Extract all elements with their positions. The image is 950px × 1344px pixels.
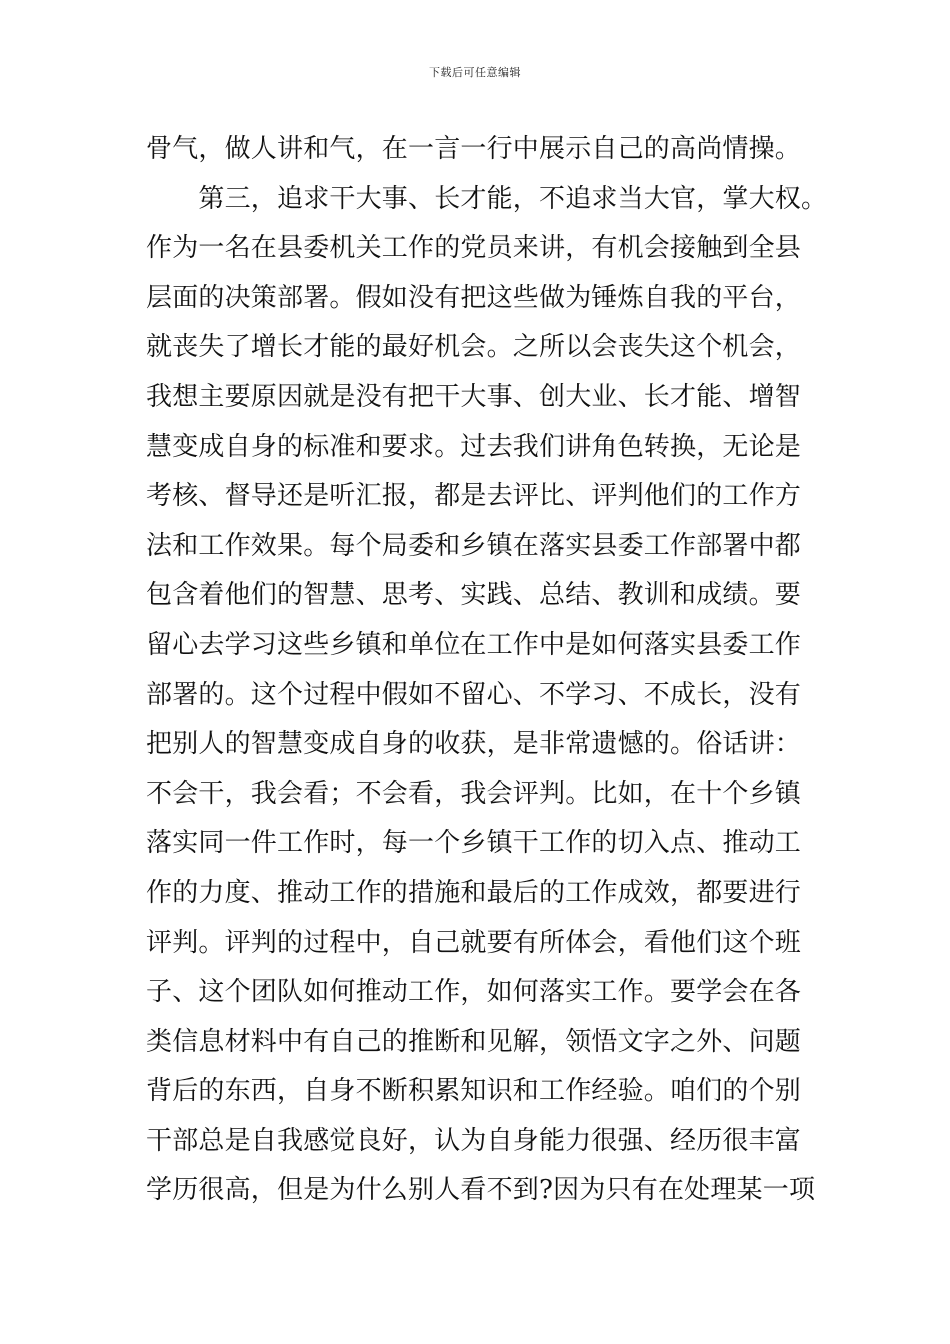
text-line: 子、这个团队如何推动工作，如何落实工作。要学会在各 [146, 977, 802, 1008]
text-line: 慧变成自身的标准和要求。过去我们讲角色转换，无论是 [146, 431, 802, 462]
text-line: 骨气，做人讲和气，在一言一行中展示自己的高尚情操。 [146, 134, 802, 164]
text-line: 学历很高，但是为什么别人看不到?因为只有在处理某一项 [146, 1175, 816, 1206]
text-line: 留心去学习这些乡镇和单位在工作中是如何落实县委工作 [146, 629, 802, 660]
text-line: 背后的东西，自身不断积累知识和工作经验。咱们的个别 [146, 1076, 802, 1107]
text-line: 把别人的智慧变成自身的收获，是非常遗憾的。俗话讲： [146, 729, 802, 760]
text-line: 考核、督导还是听汇报，都是去评比、评判他们的工作方 [146, 481, 802, 512]
text-line: 法和工作效果。每个局委和乡镇在落实县委工作部署中都 [146, 530, 802, 561]
text-line: 层面的决策部署。假如没有把这些做为锤炼自我的平台， [146, 282, 802, 313]
text-line: 我想主要原因就是没有把干大事、创大业、长才能、增智 [146, 381, 802, 412]
text-line: 部署的。这个过程中假如不留心、不学习、不成长，没有 [146, 679, 802, 710]
text-line: 就丧失了增长才能的最好机会。之所以会丧失这个机会， [146, 332, 802, 363]
text-line: 干部总是自我感觉良好，认为自身能力很强、经历很丰富 [146, 1125, 802, 1156]
text-line: 不会干，我会看；不会看，我会评判。比如，在十个乡镇 [146, 778, 802, 809]
text-line: 作为一名在县委机关工作的党员来讲，有机会接触到全县 [146, 233, 802, 264]
text-line: 评判。评判的过程中，自己就要有所体会，看他们这个班 [146, 927, 802, 958]
text-line: 第三，追求干大事、长才能，不追求当大官，掌大权。 [146, 183, 828, 214]
document-body [146, 125, 836, 1216]
text-line: 类信息材料中有自己的推断和见解，领悟文字之外、问题 [146, 1026, 802, 1057]
text-line: 作的力度、推动工作的措施和最后的工作成效，都要进行 [146, 877, 802, 908]
text-line: 落实同一件工作时，每一个乡镇干工作的切入点、推动工 [146, 828, 802, 859]
page-header: 下载后可任意编辑 [429, 66, 521, 79]
text-line: 包含着他们的智慧、思考、实践、总结、教训和成绩。要 [146, 580, 802, 611]
